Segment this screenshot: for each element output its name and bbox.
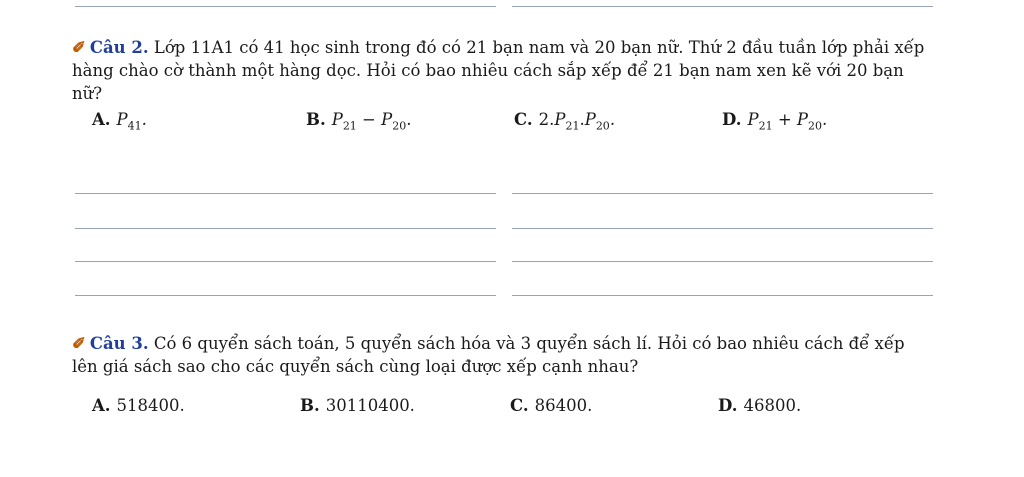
rule-line (75, 261, 496, 262)
answer-lines-3 (75, 261, 933, 262)
option-letter: D. (718, 396, 738, 415)
option-c[interactable] (514, 110, 615, 132)
rule-line (75, 295, 496, 296)
rule-line (512, 295, 933, 296)
option-letter: A. (92, 110, 111, 129)
question-3-text: Có 6 quyển sách toán, 5 quyển sách hóa và 3 quyển sách lí. Hỏi có bao nhiêu cách để xếp lên giá sách sao cho các quyển sách cùng loại được xếp cạnh nhau? (72, 334, 905, 376)
question-2 (72, 36, 932, 105)
question-3 (72, 332, 932, 378)
rule-line (75, 6, 496, 7)
rule-line (512, 261, 933, 262)
option-value: 30110400. (325, 396, 415, 415)
question-number: Câu 2. (89, 38, 149, 57)
option-d[interactable] (718, 396, 801, 415)
option-b[interactable] (306, 110, 412, 132)
option-letter: A. (92, 396, 111, 415)
option-math: $2.P_{21}.P_{20}$. (538, 110, 616, 133)
option-value: 86400. (534, 396, 593, 415)
pencil-icon: ✐ (72, 38, 86, 57)
option-value: 518400. (116, 396, 185, 415)
option-math: $P_{41}$. (116, 110, 147, 133)
pencil-icon: ✐ (72, 334, 86, 353)
option-letter: C. (510, 396, 529, 415)
option-a[interactable] (92, 110, 147, 132)
question-number: Câu 3. (89, 334, 149, 353)
option-math: $P_{21} + P_{20}$. (747, 110, 828, 133)
option-letter: B. (306, 110, 326, 129)
option-letter: C. (514, 110, 533, 129)
answer-lines-top (75, 6, 933, 7)
answer-lines-4 (75, 295, 933, 296)
option-letter: B. (300, 396, 320, 415)
question-2-text: Lớp 11A1 có 41 học sinh trong đó có 21 bạn nam và 20 bạn nữ. Thứ 2 đầu tuần lớp phải xếp hàng chào cờ thành một hàng dọc. Hỏi có bao nhiêu cách sắp xếp để 21 bạn nam xen kẽ với 20 bạn nữ? (72, 38, 925, 103)
rule-line (512, 193, 933, 194)
rule-line (75, 228, 496, 229)
rule-line (75, 193, 496, 194)
rule-line (512, 228, 933, 229)
option-d[interactable] (722, 110, 827, 132)
option-b[interactable] (300, 396, 415, 415)
answer-lines-1 (75, 193, 933, 194)
rule-line (512, 6, 933, 7)
option-letter: D. (722, 110, 742, 129)
option-math: $P_{21} - P_{20}$. (331, 110, 412, 133)
answer-lines-2 (75, 228, 933, 229)
option-value: 46800. (743, 396, 802, 415)
option-a[interactable] (92, 396, 185, 415)
option-c[interactable] (510, 396, 592, 415)
question-3-label (72, 334, 149, 353)
question-2-label (72, 38, 149, 57)
